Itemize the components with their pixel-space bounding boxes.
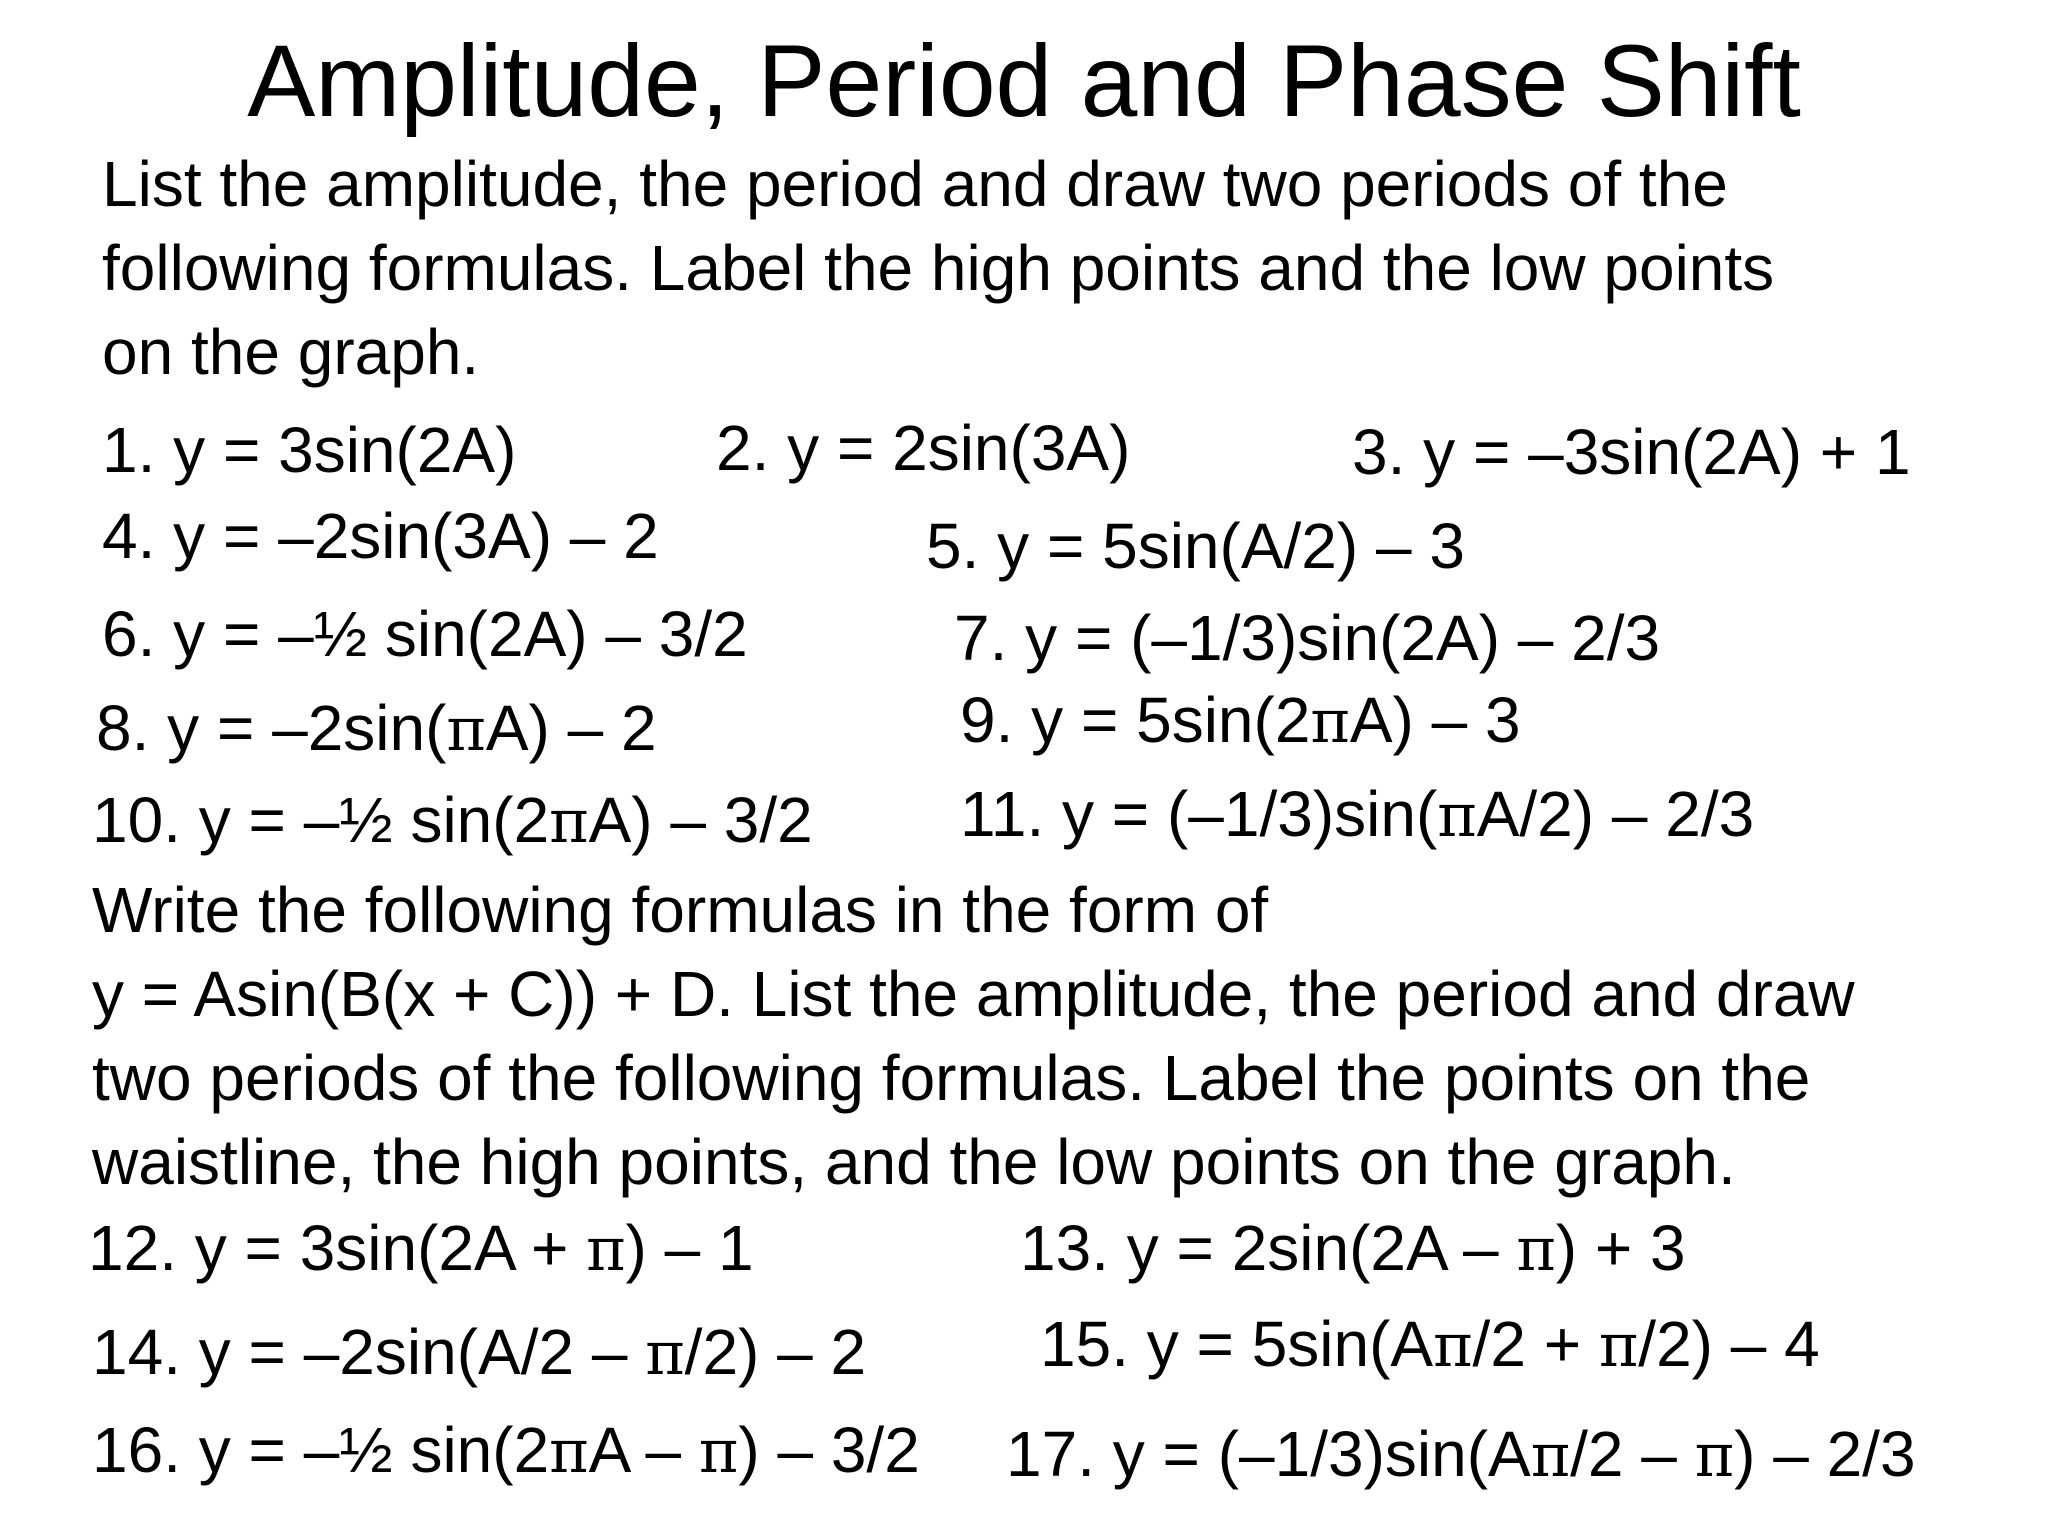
- problem-14: 14. y = –2sin(A/2 – π/2) – 2: [92, 1316, 867, 1389]
- problem-3: 3. y = –3sin(2A) + 1: [1352, 416, 1911, 488]
- pi-symbol: π: [549, 787, 589, 857]
- instructions-part-2: [92, 868, 1855, 1204]
- problem-9: 9. y = 5sin(2πA) – 3: [960, 684, 1521, 757]
- problem-16: 16. y = –½ sin(2πA – π) – 3/2: [92, 1414, 920, 1487]
- pi-symbol: π: [1530, 1421, 1571, 1491]
- problem-6: 6. y = –½ sin(2A) – 3/2: [102, 598, 748, 670]
- instruction-line: y = Asin(B(x + C)) + D. List the amplitude, the period and draw: [92, 958, 1855, 1030]
- problem-11: 11. y = (–1/3)sin(πA/2) – 2/3: [960, 778, 1755, 851]
- instruction-line: two periods of the following formulas. Label the points on the: [92, 1042, 1811, 1114]
- problem-12: 12. y = 3sin(2A + π) – 1: [88, 1212, 754, 1285]
- instruction-line: waistline, the high points, and the low points on the graph.: [92, 1126, 1736, 1198]
- pi-symbol: π: [1437, 781, 1477, 851]
- pi-symbol: π: [1694, 1421, 1735, 1491]
- problem-10: 10. y = –½ sin(2πA) – 3/2: [92, 784, 813, 857]
- problem-5: 5. y = 5sin(A/2) – 3: [926, 510, 1465, 582]
- problem-8: 8. y = –2sin(πA) – 2: [96, 692, 657, 765]
- instruction-line: List the amplitude, the period and draw two periods of the: [102, 148, 1728, 220]
- pi-symbol: π: [645, 1319, 685, 1389]
- problem-1: 1. y = 3sin(2A): [102, 414, 517, 486]
- instructions-part-1: [102, 142, 1774, 394]
- pi-symbol: π: [586, 1215, 626, 1285]
- pi-symbol: π: [1310, 687, 1350, 757]
- problem-2: 2. y = 2sin(3A): [716, 412, 1131, 484]
- page-title: Amplitude, Period and Phase Shift: [247, 24, 1801, 138]
- instruction-line: following formulas. Label the high points and the low points: [102, 232, 1775, 304]
- problem-7: 7. y = (–1/3)sin(2A) – 2/3: [954, 602, 1661, 674]
- problem-13: 13. y = 2sin(2A – π) + 3: [1020, 1212, 1686, 1285]
- pi-symbol: π: [698, 1417, 739, 1487]
- problem-4: 4. y = –2sin(3A) – 2: [102, 500, 659, 572]
- problem-17: 17. y = (–1/3)sin(Aπ/2 – π) – 2/3: [1006, 1418, 1916, 1491]
- instruction-line: Write the following formulas in the form of: [92, 874, 1269, 946]
- pi-symbol: π: [1433, 1311, 1473, 1381]
- pi-symbol: π: [1598, 1311, 1639, 1381]
- pi-symbol: π: [446, 695, 486, 765]
- pi-symbol: π: [549, 1417, 589, 1487]
- instruction-line: on the graph.: [102, 316, 480, 388]
- problem-15: 15. y = 5sin(Aπ/2 + π/2) – 4: [1040, 1308, 1820, 1381]
- pi-symbol: π: [1516, 1215, 1556, 1285]
